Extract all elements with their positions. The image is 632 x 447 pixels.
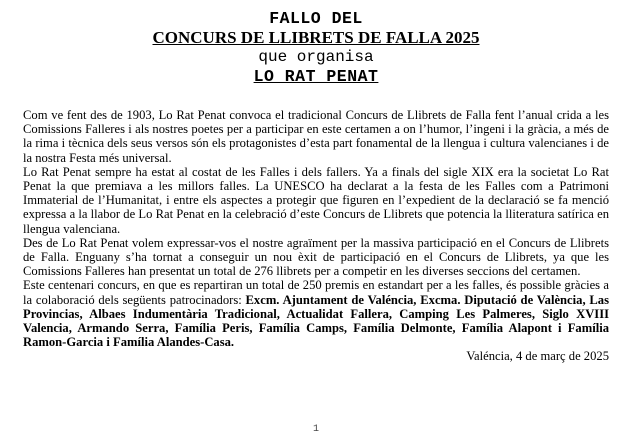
page-number: 1	[312, 424, 319, 435]
title-concurs: CONCURS DE LLIBRETS DE FALLA 2025	[152, 28, 480, 47]
paragraph-thanks: Des de Lo Rat Penat volem expressar-vos el nostre agraïment per la massiva participació en el Concurs de Llibrets de Falla. Enguany s’ha tornat a conseguir un nou èxit de participació en el Concurs de Llibrets, ya que les Comissions Falleres han presentat un total de 276 llibrets per a competir en les diverses seccions del certamen.	[23, 235, 609, 279]
paragraph-sponsors	[23, 278, 609, 349]
document-date: Valéncia, 4 de març de 2025	[466, 349, 609, 364]
sponsors-list: Excm. Ajuntament de Valéncia, Excma. Diputació de València, Las Provincias, Albaes Indumentària Tradicional, Actualidat Fallera, Camping Les Palmeres, Siglo XVIII Valencia, Armando Serra, Família Peris, Família Camps, Família Delmonte, Família Alapont i Família Ramon-Garcia i Família Alandes-Casa.	[23, 292, 609, 350]
paragraph-intro: Com ve fent des de 1903, Lo Rat Penat convoca el tradicional Concurs de Llibrets de Falla fent l’anual crida a les Comissions Falleres i als nostres poetes per a participar en este certamen a on l’humor, l’ingeni i la gràcia, a més de la rima i tècnica dels seus versos són els protagonistes d’esta part fonamental de la llengua i cultura valencianes i de la nostra Festa més universal.	[23, 108, 609, 165]
sponsors-intro: Este centenari concurs, en que es repartiran un total de 250 premis en estandart per a les falles, és possible gràcies a la colaboració dels següents patrocinadors:	[23, 278, 609, 307]
document-body	[23, 108, 609, 364]
title-lo-rat-penat: LO RAT PENAT	[253, 67, 379, 86]
title-fallo: FALLO DEL	[269, 9, 363, 28]
title-block	[0, 9, 632, 87]
title-organisa: que organisa	[258, 48, 374, 66]
paragraph-history: Lo Rat Penat sempre ha estat al costat de les Falles i dels fallers. Ya a finals del sigle XIX era la societat Lo Rat Penat la que premiava a les millors falles. La UNESCO ha declarat a la festa de les Falles com a Patrimoni Immaterial de l’Humanitat, i entre els aspectes a protegir que figuren en l’expedient de la declaració se fa menció expressa a la llabor de Lo Rat Penat en la celebració d’este Concurs de Llibrets que potencia la lliteratura satírica en llengua valenciana.	[23, 164, 609, 236]
